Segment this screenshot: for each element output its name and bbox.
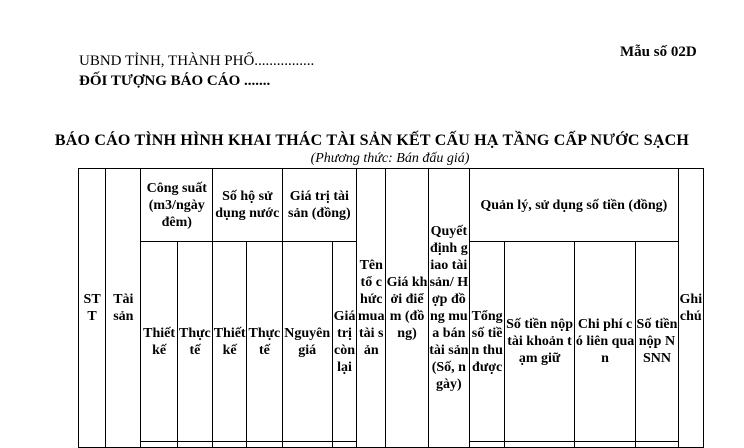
form-number: Mẫu số 02D [620, 44, 697, 60]
col-thiet-ke-so-ho: Thiết kế [213, 242, 247, 442]
col-quyet-dinh: Quyết định giao tài sản/ Hợp đồng mua bán tài sản (Số, ngày) [428, 169, 469, 448]
agency-line: UBND TỈNH, THÀNH PHỐ................ [79, 53, 315, 69]
col-so-ho: Số hộ sử dụng nước [213, 169, 283, 242]
col-so-tien-nop-nsnn: Số tiền nộp NSNN [636, 242, 678, 442]
report-title: BÁO CÁO TÌNH HÌNH KHAI THÁC TÀI SẢN KẾT CẤU HẠ TẦNG CẤP NƯỚC SẠCH [54, 132, 690, 149]
col-thuc-te-so-ho: Thực tế [247, 242, 282, 442]
report-table [78, 168, 704, 448]
col-cong-suat: Công suất (m3/ngày đêm) [141, 169, 213, 242]
report-subtitle: (Phương thức: Bán đấu giá) [310, 151, 470, 166]
report-subject-line: ĐỐI TƯỢNG BÁO CÁO ....... [79, 73, 271, 89]
col-nguyen-gia: Nguyên giá [282, 242, 332, 442]
col-so-tien-nop-tai-khoan: Số tiền nộp tài khoản tạm giữ [505, 242, 575, 442]
col-tong-so-tien: Tổng số tiền thu được [470, 242, 505, 442]
col-chi-phi: Chi phí có liên quan [574, 242, 635, 442]
col-thuc-te-cong-suat: Thực tế [177, 242, 212, 442]
col-ten-to-chuc: Tên tổ chức mua tài sản [357, 169, 386, 448]
col-ghi-chu: Ghi chú [678, 169, 703, 448]
col-gia-khoi-diem: Giá khởi điểm (đồng) [386, 169, 428, 448]
col-thiet-ke-cong-suat: Thiết kế [141, 242, 177, 442]
col-quan-ly: Quản lý, sử dụng số tiền (đồng) [470, 169, 679, 242]
header-row-1 [79, 169, 704, 242]
col-stt: STT [79, 169, 106, 448]
col-gia-tri-con-lai: Giá trị còn lại [332, 242, 356, 442]
col-tai-san: Tài sản [106, 169, 141, 448]
col-gia-tri: Giá trị tài sản (đồng) [282, 169, 357, 242]
